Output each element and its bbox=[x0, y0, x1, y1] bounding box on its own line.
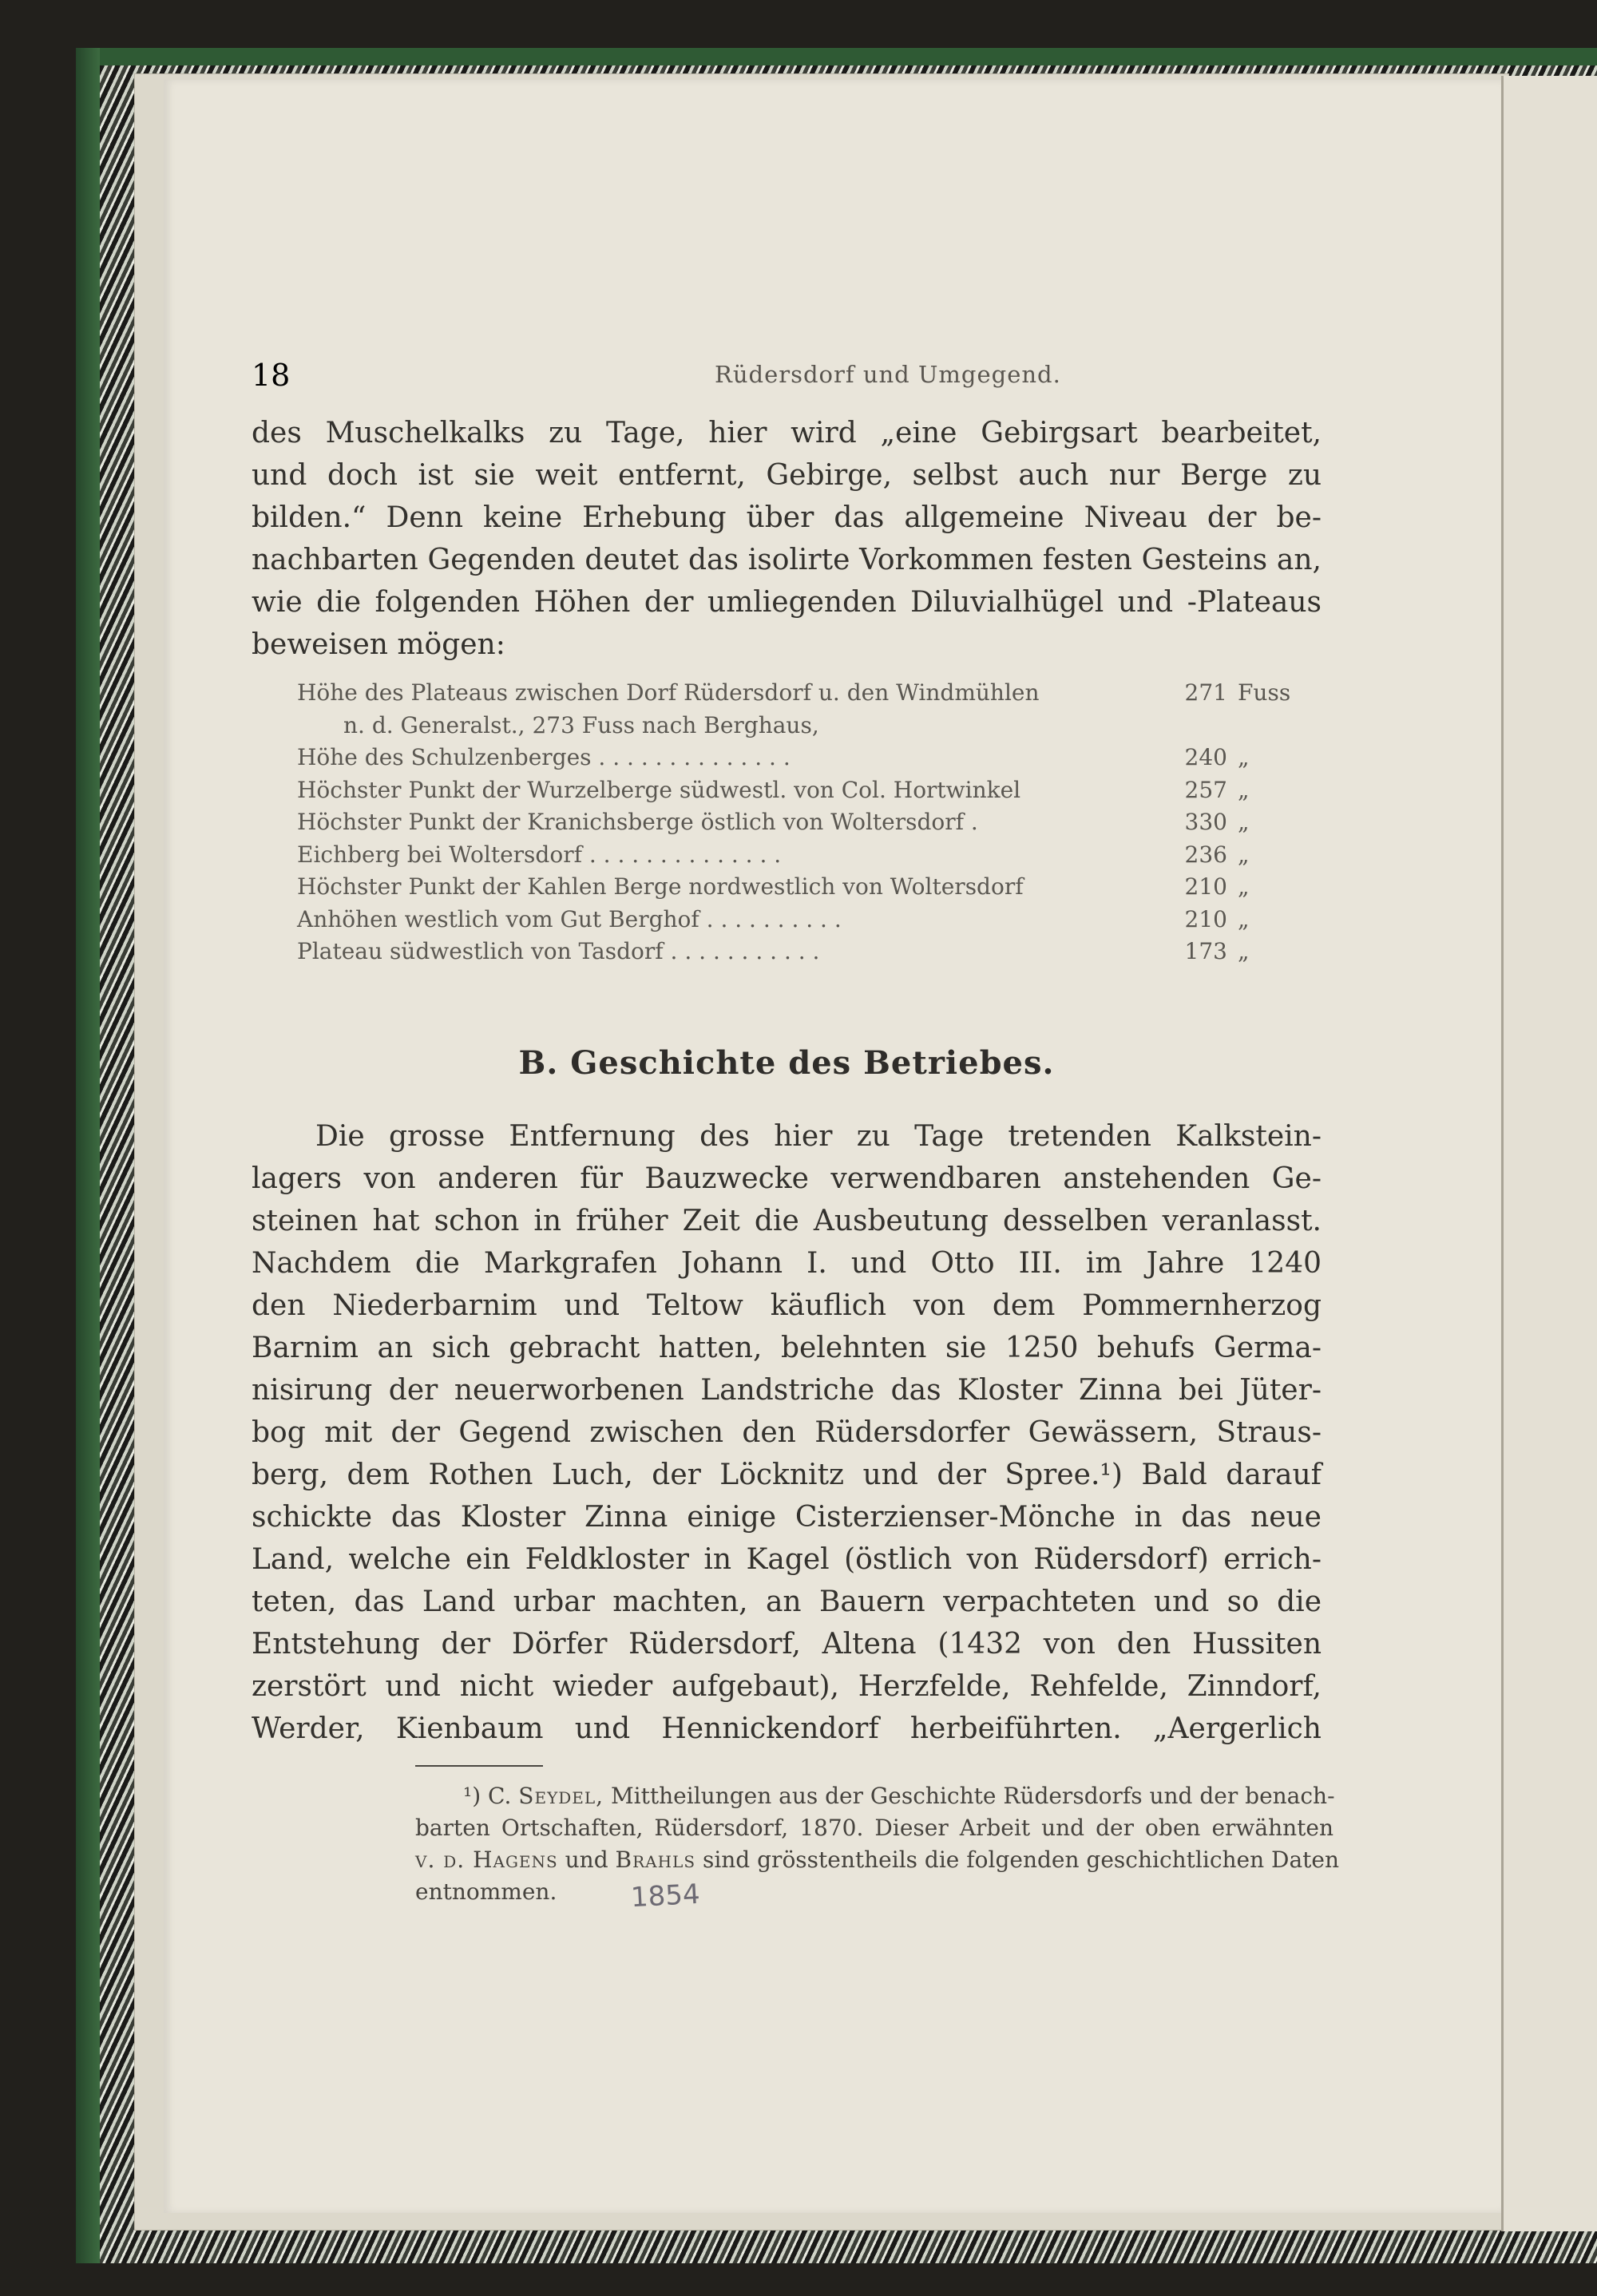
text-line: Land, welche ein Feldkloster in Kagel (östlich von Rüdersdorf) errich- bbox=[252, 1543, 1322, 1576]
footnote-author: v. d. Hagens bbox=[415, 1847, 558, 1873]
text-line: nachbarten Gegenden deutet das isolirte Vorkommen festen Gesteins an, bbox=[252, 544, 1322, 576]
height-value: 236 bbox=[1184, 841, 1227, 868]
text-line: schickte das Kloster Zinna einige Cisterzienser-Mönche in das neue bbox=[252, 1501, 1322, 1534]
place-name: Höchster Punkt der Kahlen Berge nordwestlich von Woltersdorf bbox=[297, 873, 1024, 900]
height-unit: „ bbox=[1238, 744, 1250, 770]
height-unit: „ bbox=[1238, 938, 1250, 964]
table-row bbox=[297, 742, 1295, 774]
table-row bbox=[297, 936, 1295, 968]
height-value: 271 bbox=[1184, 679, 1227, 706]
place-name: Höhe des Schulzenberges . . . . . . . . . . . . . . bbox=[297, 744, 791, 770]
running-head: Rüdersdorf und Umgegend. bbox=[715, 361, 1061, 388]
text-line: Nachdem die Markgrafen Johann I. und Otto III. im Jahre 1240 bbox=[252, 1247, 1322, 1280]
table-row bbox=[297, 806, 1295, 839]
table-row bbox=[297, 710, 1295, 742]
text-line: lagers von anderen für Bauzwecke verwendbaren anstehenden Ge- bbox=[252, 1162, 1322, 1195]
cover-edge-left bbox=[76, 48, 100, 2263]
footnote-line bbox=[415, 1780, 1333, 1812]
text-line: berg, dem Rothen Luch, der Löcknitz und der Spree.¹) Bald darauf bbox=[252, 1459, 1322, 1491]
footnote-line: entnommen. bbox=[415, 1878, 557, 1905]
intro-paragraph bbox=[252, 412, 1322, 666]
height-value: 210 bbox=[1184, 873, 1227, 900]
table-row bbox=[297, 839, 1295, 872]
pencil-annotation: 1854 bbox=[630, 1878, 701, 1914]
text-line: Barnim an sich gebracht hatten, belehnten sie 1250 behufs Germa- bbox=[252, 1332, 1322, 1364]
text-line: Entstehung der Dörfer Rüdersdorf, Altena (1432 von den Hussiten bbox=[252, 1628, 1322, 1661]
text-line: beweisen mögen: bbox=[252, 628, 505, 661]
footnote-text: Mittheilungen aus der Geschichte Rüdersdorfs und der benach- bbox=[611, 1783, 1335, 1809]
table-row bbox=[297, 774, 1295, 807]
text-line: Werder, Kienbaum und Hennickendorf herbeiführten. „Aergerlich bbox=[252, 1712, 1322, 1745]
table-row bbox=[297, 871, 1295, 904]
text-line: Die grosse Entfernung des hier zu Tage tretenden Kalkstein- bbox=[315, 1120, 1322, 1153]
height-value: 210 bbox=[1184, 905, 1227, 932]
height-value: 257 bbox=[1184, 776, 1227, 803]
footnote-marker: ¹) C. bbox=[463, 1783, 512, 1809]
height-unit: „ bbox=[1238, 873, 1250, 900]
height-unit: „ bbox=[1238, 776, 1250, 803]
height-unit: „ bbox=[1238, 905, 1250, 932]
height-unit: „ bbox=[1238, 809, 1250, 835]
footnote-author: Brahls bbox=[615, 1847, 696, 1873]
section-heading: B. Geschichte des Betriebes. bbox=[518, 1044, 1055, 1082]
text-line: und doch ist sie weit entfernt, Gebirge, selbst auch nur Berge zu bbox=[252, 459, 1322, 492]
footnote bbox=[415, 1780, 1340, 1908]
text-line: nisirung der neuerworbenen Landstriche das Kloster Zinna bei Jüter- bbox=[252, 1374, 1322, 1407]
text-line: steinen hat schon in früher Zeit die Ausbeutung desselben veranlasst. bbox=[252, 1205, 1322, 1237]
facing-page-edge bbox=[1501, 76, 1597, 2231]
place-name: Anhöhen westlich vom Gut Berghof . . . . . . . . . . bbox=[297, 905, 842, 932]
text-line: den Niederbarnim und Teltow käuflich von dem Pommernherzog bbox=[252, 1289, 1322, 1322]
text-line: bog mit der Gegend zwischen den Rüdersdorfer Gewässern, Straus- bbox=[252, 1416, 1322, 1449]
place-name: Plateau südwestlich von Tasdorf . . . . . . . . . . . bbox=[297, 938, 820, 964]
text-line: zerstört und nicht wieder aufgebaut), Herzfelde, Rehfelde, Zinndorf, bbox=[252, 1670, 1322, 1703]
page-header bbox=[252, 358, 1322, 393]
text-line: teten, das Land urbar machten, an Bauern verpachteten und so die bbox=[252, 1585, 1322, 1618]
footnote-line bbox=[415, 1844, 1340, 1876]
footnote-rule bbox=[415, 1765, 543, 1767]
place-name: Eichberg bei Woltersdorf . . . . . . . . . . . . . . bbox=[297, 841, 782, 868]
footnote-text: sind grösstentheils die folgenden geschichtlichen Daten bbox=[702, 1847, 1340, 1873]
text-line: wie die folgenden Höhen der umliegenden Diluvialhügel und -Plateaus bbox=[252, 586, 1322, 619]
page-number: 18 bbox=[252, 358, 291, 393]
text-line: bilden.“ Denn keine Erhebung über das allgemeine Niveau der be- bbox=[252, 501, 1322, 534]
place-name: Höchster Punkt der Kranichsberge östlich von Woltersdorf . bbox=[297, 809, 978, 835]
place-note: n. d. Generalst., 273 Fuss nach Berghaus, bbox=[343, 711, 819, 738]
place-name: Höchster Punkt der Wurzelberge südwestl. von Col. Hortwinkel bbox=[297, 776, 1021, 803]
footnote-author: Seydel, bbox=[518, 1783, 604, 1809]
footnote-line: barten Ortschaften, Rüdersdorf, 1870. Dieser Arbeit und der oben erwähnten bbox=[415, 1815, 1333, 1841]
table-row bbox=[297, 677, 1295, 710]
heights-table bbox=[297, 677, 1295, 968]
height-unit: „ bbox=[1238, 841, 1250, 868]
height-unit: Fuss bbox=[1238, 679, 1291, 706]
height-value: 173 bbox=[1184, 938, 1227, 964]
cover-edge-top bbox=[76, 48, 1597, 65]
height-value: 330 bbox=[1184, 809, 1227, 835]
footnote-text: und bbox=[565, 1847, 608, 1873]
table-row bbox=[297, 904, 1295, 936]
height-value: 240 bbox=[1184, 744, 1227, 770]
history-paragraph bbox=[252, 1115, 1322, 1750]
place-name: Höhe des Plateaus zwischen Dorf Rüdersdorf u. den Windmühlen bbox=[297, 679, 1040, 706]
text-line: des Muschelkalks zu Tage, hier wird „eine Gebirgsart bearbeitet, bbox=[252, 417, 1322, 449]
